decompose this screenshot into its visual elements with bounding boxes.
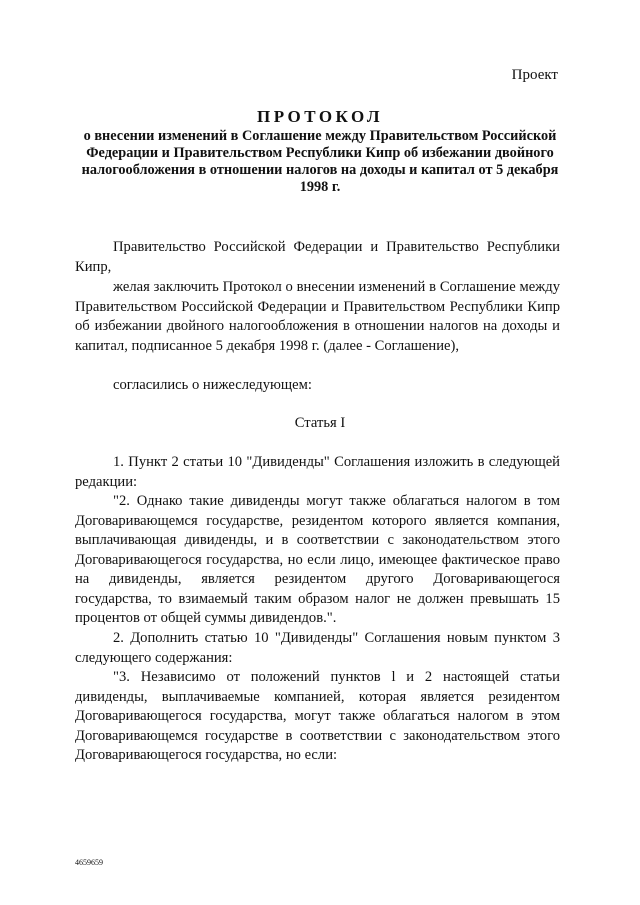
- article-heading: Статья I: [294, 415, 346, 431]
- preamble-parties: Правительство Российской Федерации и Правительство Республики Кипр,: [75, 239, 560, 275]
- document-number: 4659659: [75, 858, 103, 867]
- article-item1-text: "2. Однако такие дивиденды могут также облагаться налогом в том Договаривающемся государстве, резидентом которого является компания, выплачивающая дивиденды, и в соответствии с законодательством этого Договаривающегося государства, но если лицо, имеющее фактическое право на дивиденды, является резидентом другого Договаривающегося государства, то взимаемый таким образом налог не должен превышать 15 процентов от общей суммы дивидендов.".: [75, 493, 560, 626]
- document-title: ПРОТОКОЛ: [256, 107, 383, 126]
- article-item2-intro: 2. Дополнить статью 10 "Дивиденды" Соглашения новым пунктом 3 следующего содержания:: [75, 630, 560, 666]
- draft-label: Проект: [511, 67, 558, 83]
- preamble-agreement: согласились о нижеследующем:: [113, 377, 312, 393]
- document-subtitle: о внесении изменений в Соглашение между Правительством Российской Федерации и Правительством Республики Кипр об избежании двойного налогообложения в отношении налогов на доходы и капитал от 5 декабря 1998 г.: [81, 128, 559, 195]
- preamble-intent: желая заключить Протокол о внесении изменений в Соглашение между Правительством Российской Федерации и Правительством Республики Кипр об избежании двойного налогообложения в отношении налогов на доходы и капитал, подписанное 5 декабря 1998 г. (далее - Соглашение),: [75, 279, 560, 354]
- article-item2-text: "3. Независимо от положений пунктов l и 2 настоящей статьи дивиденды, выплачиваемые компанией, которая является резидентом Договаривающегося государства, могут также облагаться налогом в этом Договаривающемся государстве в соответствии с законодательством этого Договаривающегося государства, но если:: [75, 669, 560, 763]
- article-item1-intro: 1. Пункт 2 статьи 10 "Дивиденды" Соглашения изложить в следующей редакции:: [75, 454, 560, 490]
